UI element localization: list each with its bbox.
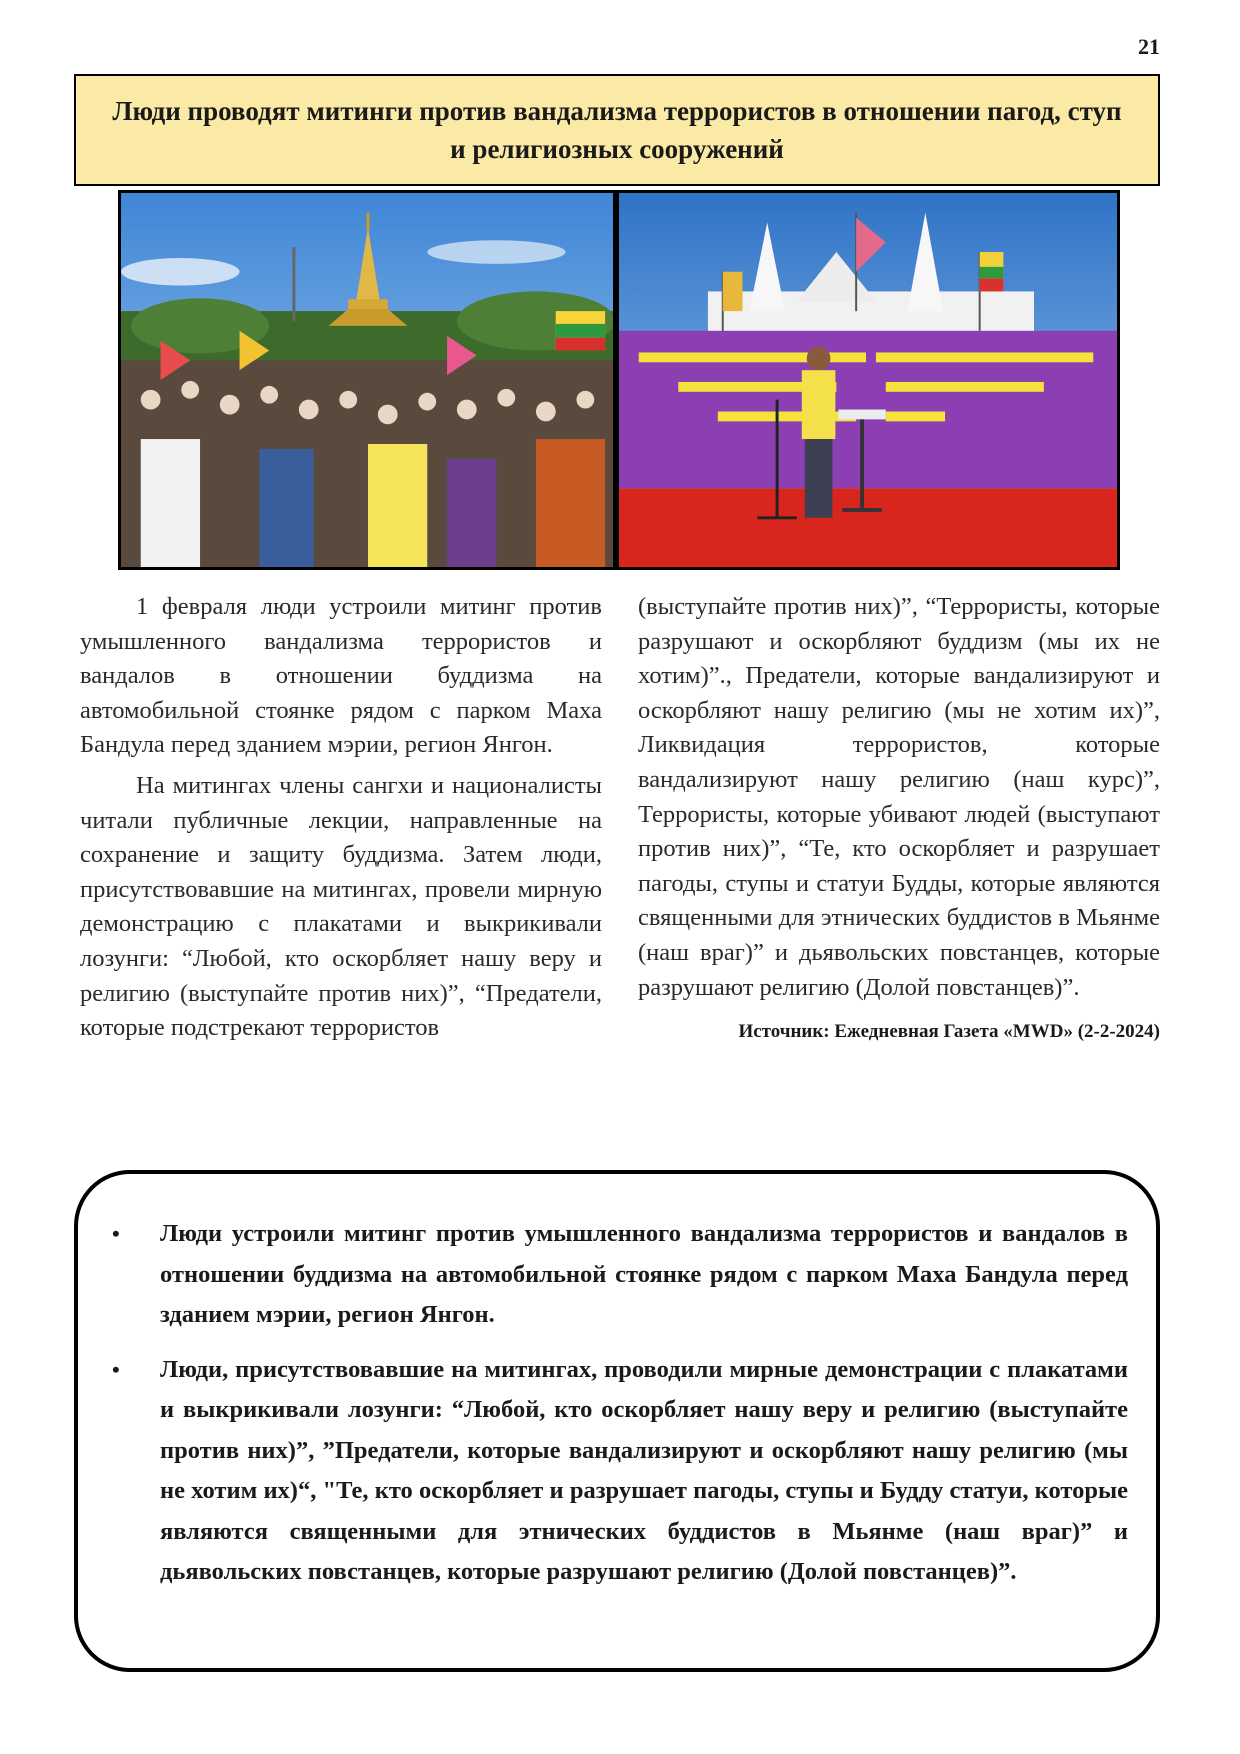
summary-item [112, 1350, 1128, 1593]
article-paragraph: На митингах члены сангхи и националисты читали публичные лекции, направленные на сохранение и защиту буддизма. Затем люди, присутствовавшие на митингах, провели мирную демонстрацию с плакатами и выкрикивали лозунги: “Любой, кто оскорбляет нашу веру и религию (выступайте против них)”, “Предатели, которые подстрекают террористов [80, 771, 602, 1042]
article-paragraph: 1 февраля люди устроили митинг против умышленного вандализма террористов и вандалов в отношении буддизма на автомобильной стоянке рядом с парком Маха Бандула перед зданием мэрии, регион Янгон. [80, 593, 602, 759]
summary-item-text: Люди устроили митинг против умышленного вандализма террористов и вандалов в отношении буддизма на автомобильной стоянке рядом с парком Маха Бандула перед зданием мэрии, регион Янгон. [160, 1220, 1128, 1328]
summary-list [112, 1214, 1128, 1593]
crowd-rally-image [121, 193, 613, 567]
article-paragraph: (выступайте против них)”, “Террористы, которые разрушают и оскорбляют буддизм (мы их не хотим)”., Предатели, которые вандализируют и оскорбляют нашу религию (мы не хотим их)”, Ликвидация террористов, которые вандализируют нашу религию (наш курс)”, Террористы, которые убивают людей (выступают против них)”, “Те, кто оскорбляет и разрушает пагоды, ступы и статуи Будды, которые являются священными для этнических буддистов в Мьянме (наш враг)” и дьявольских повстанцев, которые разрушают религию (Долой повстанцев)”. [638, 593, 1160, 1001]
article-title-box [74, 74, 1160, 186]
article-column-left [80, 590, 602, 1052]
page-number: 21 [1138, 34, 1160, 59]
bullet-icon: • [112, 1356, 120, 1382]
speaker-podium-image [619, 193, 1117, 567]
summary-item-text: Люди, присутствовавшие на митингах, проводили мирные демонстрации с плакатами и выкрикивали лозунги: “Любой, кто оскорбляет нашу веру и религию (выступайте против них)”, ”Предатели, которые вандализируют и оскорбляют нашу религию (мы не хотим их)“, "Те, кто оскорбляет и разрушает пагоды, ступы и Будду статуи, которые являются священными для этнических буддистов в Мьянме (наш враг)” и дьявольских повстанцев, которые разрушают религию (Долой повстанцев)”. [160, 1355, 1128, 1585]
article-column-right [638, 590, 1160, 1045]
summary-box [74, 1170, 1160, 1672]
summary-item [112, 1214, 1128, 1336]
article-title: Люди проводят митинги против вандализма террористов в отношении пагод, ступ и религиозных сооружений [112, 96, 1122, 164]
article-source: Источник: Ежедневная Газета «MWD» (2-2-2024) [738, 1021, 1160, 1043]
photo-speaker-podium [616, 190, 1120, 570]
photo-crowd-rally [118, 190, 616, 570]
bullet-icon: • [112, 1221, 120, 1246]
